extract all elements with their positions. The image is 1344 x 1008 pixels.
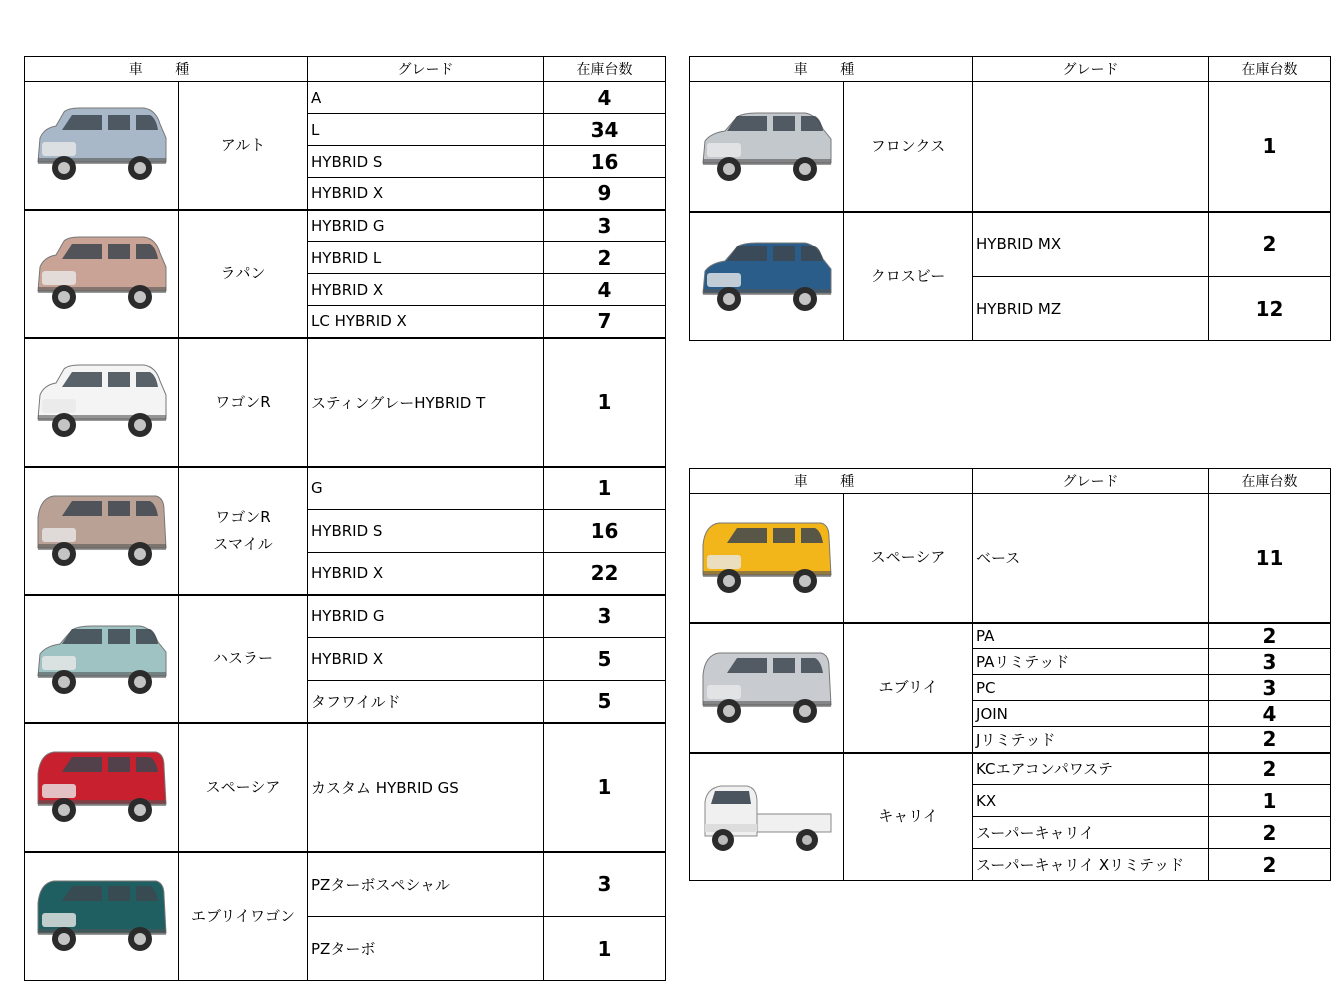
model-name: ワゴンR bbox=[179, 338, 308, 467]
table-row bbox=[25, 210, 666, 242]
grade-cell: JOIN bbox=[973, 701, 1209, 727]
stock-count: 12 bbox=[1209, 277, 1331, 341]
car-image-cell bbox=[25, 595, 179, 723]
carry-truck-image bbox=[697, 774, 837, 860]
stock-count: 2 bbox=[544, 242, 666, 274]
grade-cell: HYBRID S bbox=[308, 146, 544, 178]
stock-count: 4 bbox=[544, 274, 666, 306]
header-grade: グレード bbox=[973, 57, 1209, 82]
spacia-base-car-image bbox=[697, 515, 837, 601]
car-image-cell bbox=[25, 210, 179, 338]
stock-count: 3 bbox=[544, 210, 666, 242]
spacia-custom-car-image bbox=[32, 744, 172, 830]
every-wagon-car-image bbox=[32, 873, 172, 959]
grade-cell: HYBRID MX bbox=[973, 212, 1209, 277]
header-model: 車 種 bbox=[690, 469, 973, 494]
stock-count: 1 bbox=[1209, 82, 1331, 212]
crossbee-car-image bbox=[697, 233, 837, 319]
stock-count: 2 bbox=[1209, 623, 1331, 649]
table-row bbox=[25, 852, 666, 917]
grade-cell: スーパーキャリイ Xリミテッド bbox=[973, 849, 1209, 881]
table-row bbox=[690, 494, 1331, 623]
model-name: フロンクス bbox=[844, 82, 973, 212]
stock-count: 3 bbox=[1209, 649, 1331, 675]
grade-cell: KX bbox=[973, 785, 1209, 817]
model-name: スペーシア bbox=[179, 723, 308, 852]
model-name: スペーシア bbox=[844, 494, 973, 623]
table-row bbox=[690, 212, 1331, 277]
table-row bbox=[690, 623, 1331, 649]
model-name: ハスラー bbox=[179, 595, 308, 723]
stock-count: 1 bbox=[544, 723, 666, 852]
stock-count: 2 bbox=[1209, 212, 1331, 277]
stock-count: 3 bbox=[544, 852, 666, 917]
grade-cell: Jリミテッド bbox=[973, 727, 1209, 753]
car-image-cell bbox=[690, 212, 844, 341]
inventory-table-left bbox=[24, 56, 666, 981]
car-image-cell bbox=[25, 338, 179, 467]
grade-cell: HYBRID X bbox=[308, 638, 544, 681]
header-stock: 在庫台数 bbox=[544, 57, 666, 82]
car-image-cell bbox=[690, 494, 844, 623]
stock-count: 22 bbox=[544, 553, 666, 595]
grade-cell: HYBRID G bbox=[308, 595, 544, 638]
grade-cell: HYBRID X bbox=[308, 274, 544, 306]
header-model: 車 種 bbox=[25, 57, 308, 82]
stock-count: 2 bbox=[1209, 753, 1331, 785]
stock-count: 5 bbox=[544, 681, 666, 723]
stock-count: 3 bbox=[544, 595, 666, 638]
table-row bbox=[25, 338, 666, 467]
table-row bbox=[25, 467, 666, 510]
stock-count: 4 bbox=[544, 82, 666, 114]
grade-cell: A bbox=[308, 82, 544, 114]
grade-cell: PAリミテッド bbox=[973, 649, 1209, 675]
grade-cell: L bbox=[308, 114, 544, 146]
header-grade: グレード bbox=[973, 469, 1209, 494]
grade-cell: スティングレーHYBRID T bbox=[308, 338, 544, 467]
grade-cell: LC HYBRID X bbox=[308, 306, 544, 338]
every-van-image bbox=[697, 645, 837, 731]
grade-cell: HYBRID MZ bbox=[973, 277, 1209, 341]
inventory-table-right-bottom bbox=[689, 468, 1331, 881]
header-model: 車 種 bbox=[690, 57, 973, 82]
car-image-cell bbox=[25, 852, 179, 981]
grade-cell: スーパーキャリイ bbox=[973, 817, 1209, 849]
stock-count: 16 bbox=[544, 510, 666, 553]
stock-count: 1 bbox=[1209, 785, 1331, 817]
stock-count: 1 bbox=[544, 917, 666, 981]
alto-car-image bbox=[32, 102, 172, 188]
grade-cell: HYBRID X bbox=[308, 553, 544, 595]
car-image-cell bbox=[690, 753, 844, 881]
model-name: エブリイ bbox=[844, 623, 973, 753]
fronx-car-image bbox=[697, 103, 837, 189]
grade-cell: ベース bbox=[973, 494, 1209, 623]
grade-cell: PC bbox=[973, 675, 1209, 701]
wagonr-car-image bbox=[32, 359, 172, 445]
model-name: キャリイ bbox=[844, 753, 973, 881]
grade-cell: G bbox=[308, 467, 544, 510]
wagonr-smile-car-image bbox=[32, 488, 172, 574]
car-image-cell bbox=[25, 467, 179, 595]
stock-count: 16 bbox=[544, 146, 666, 178]
grade-cell: HYBRID S bbox=[308, 510, 544, 553]
stock-count: 11 bbox=[1209, 494, 1331, 623]
stock-count: 9 bbox=[544, 178, 666, 210]
model-name: クロスビー bbox=[844, 212, 973, 341]
header-stock: 在庫台数 bbox=[1209, 469, 1331, 494]
stock-count: 2 bbox=[1209, 727, 1331, 753]
grade-cell bbox=[973, 82, 1209, 212]
stock-count: 2 bbox=[1209, 849, 1331, 881]
grade-cell: タフワイルド bbox=[308, 681, 544, 723]
grade-cell: HYBRID G bbox=[308, 210, 544, 242]
car-image-cell bbox=[25, 723, 179, 852]
model-name: ラパン bbox=[179, 210, 308, 338]
grade-cell: PA bbox=[973, 623, 1209, 649]
grade-cell: HYBRID L bbox=[308, 242, 544, 274]
model-name: エブリイワゴン bbox=[179, 852, 308, 981]
table-row bbox=[25, 82, 666, 114]
table-row bbox=[25, 595, 666, 638]
stock-count: 34 bbox=[544, 114, 666, 146]
stock-count: 2 bbox=[1209, 817, 1331, 849]
stock-count: 5 bbox=[544, 638, 666, 681]
model-name: ワゴンR スマイル bbox=[179, 467, 308, 595]
table-row bbox=[690, 82, 1331, 212]
table-header-row bbox=[690, 469, 1331, 494]
stock-count: 7 bbox=[544, 306, 666, 338]
stock-count: 1 bbox=[544, 467, 666, 510]
grade-cell: KCエアコンパワステ bbox=[973, 753, 1209, 785]
grade-cell: カスタム HYBRID GS bbox=[308, 723, 544, 852]
stock-count: 1 bbox=[544, 338, 666, 467]
grade-cell: PZターボスペシャル bbox=[308, 852, 544, 917]
lapin-car-image bbox=[32, 231, 172, 317]
header-stock: 在庫台数 bbox=[1209, 57, 1331, 82]
table-row bbox=[25, 723, 666, 852]
model-name: アルト bbox=[179, 82, 308, 210]
grade-cell: HYBRID X bbox=[308, 178, 544, 210]
car-image-cell bbox=[25, 82, 179, 210]
inventory-table-right-top bbox=[689, 56, 1331, 341]
table-row bbox=[690, 753, 1331, 785]
table-header-row bbox=[25, 57, 666, 82]
car-image-cell bbox=[690, 82, 844, 212]
stock-count: 4 bbox=[1209, 701, 1331, 727]
grade-cell: PZターボ bbox=[308, 917, 544, 981]
header-grade: グレード bbox=[308, 57, 544, 82]
hustler-car-image bbox=[32, 616, 172, 702]
car-image-cell bbox=[690, 623, 844, 753]
table-header-row bbox=[690, 57, 1331, 82]
stock-count: 3 bbox=[1209, 675, 1331, 701]
